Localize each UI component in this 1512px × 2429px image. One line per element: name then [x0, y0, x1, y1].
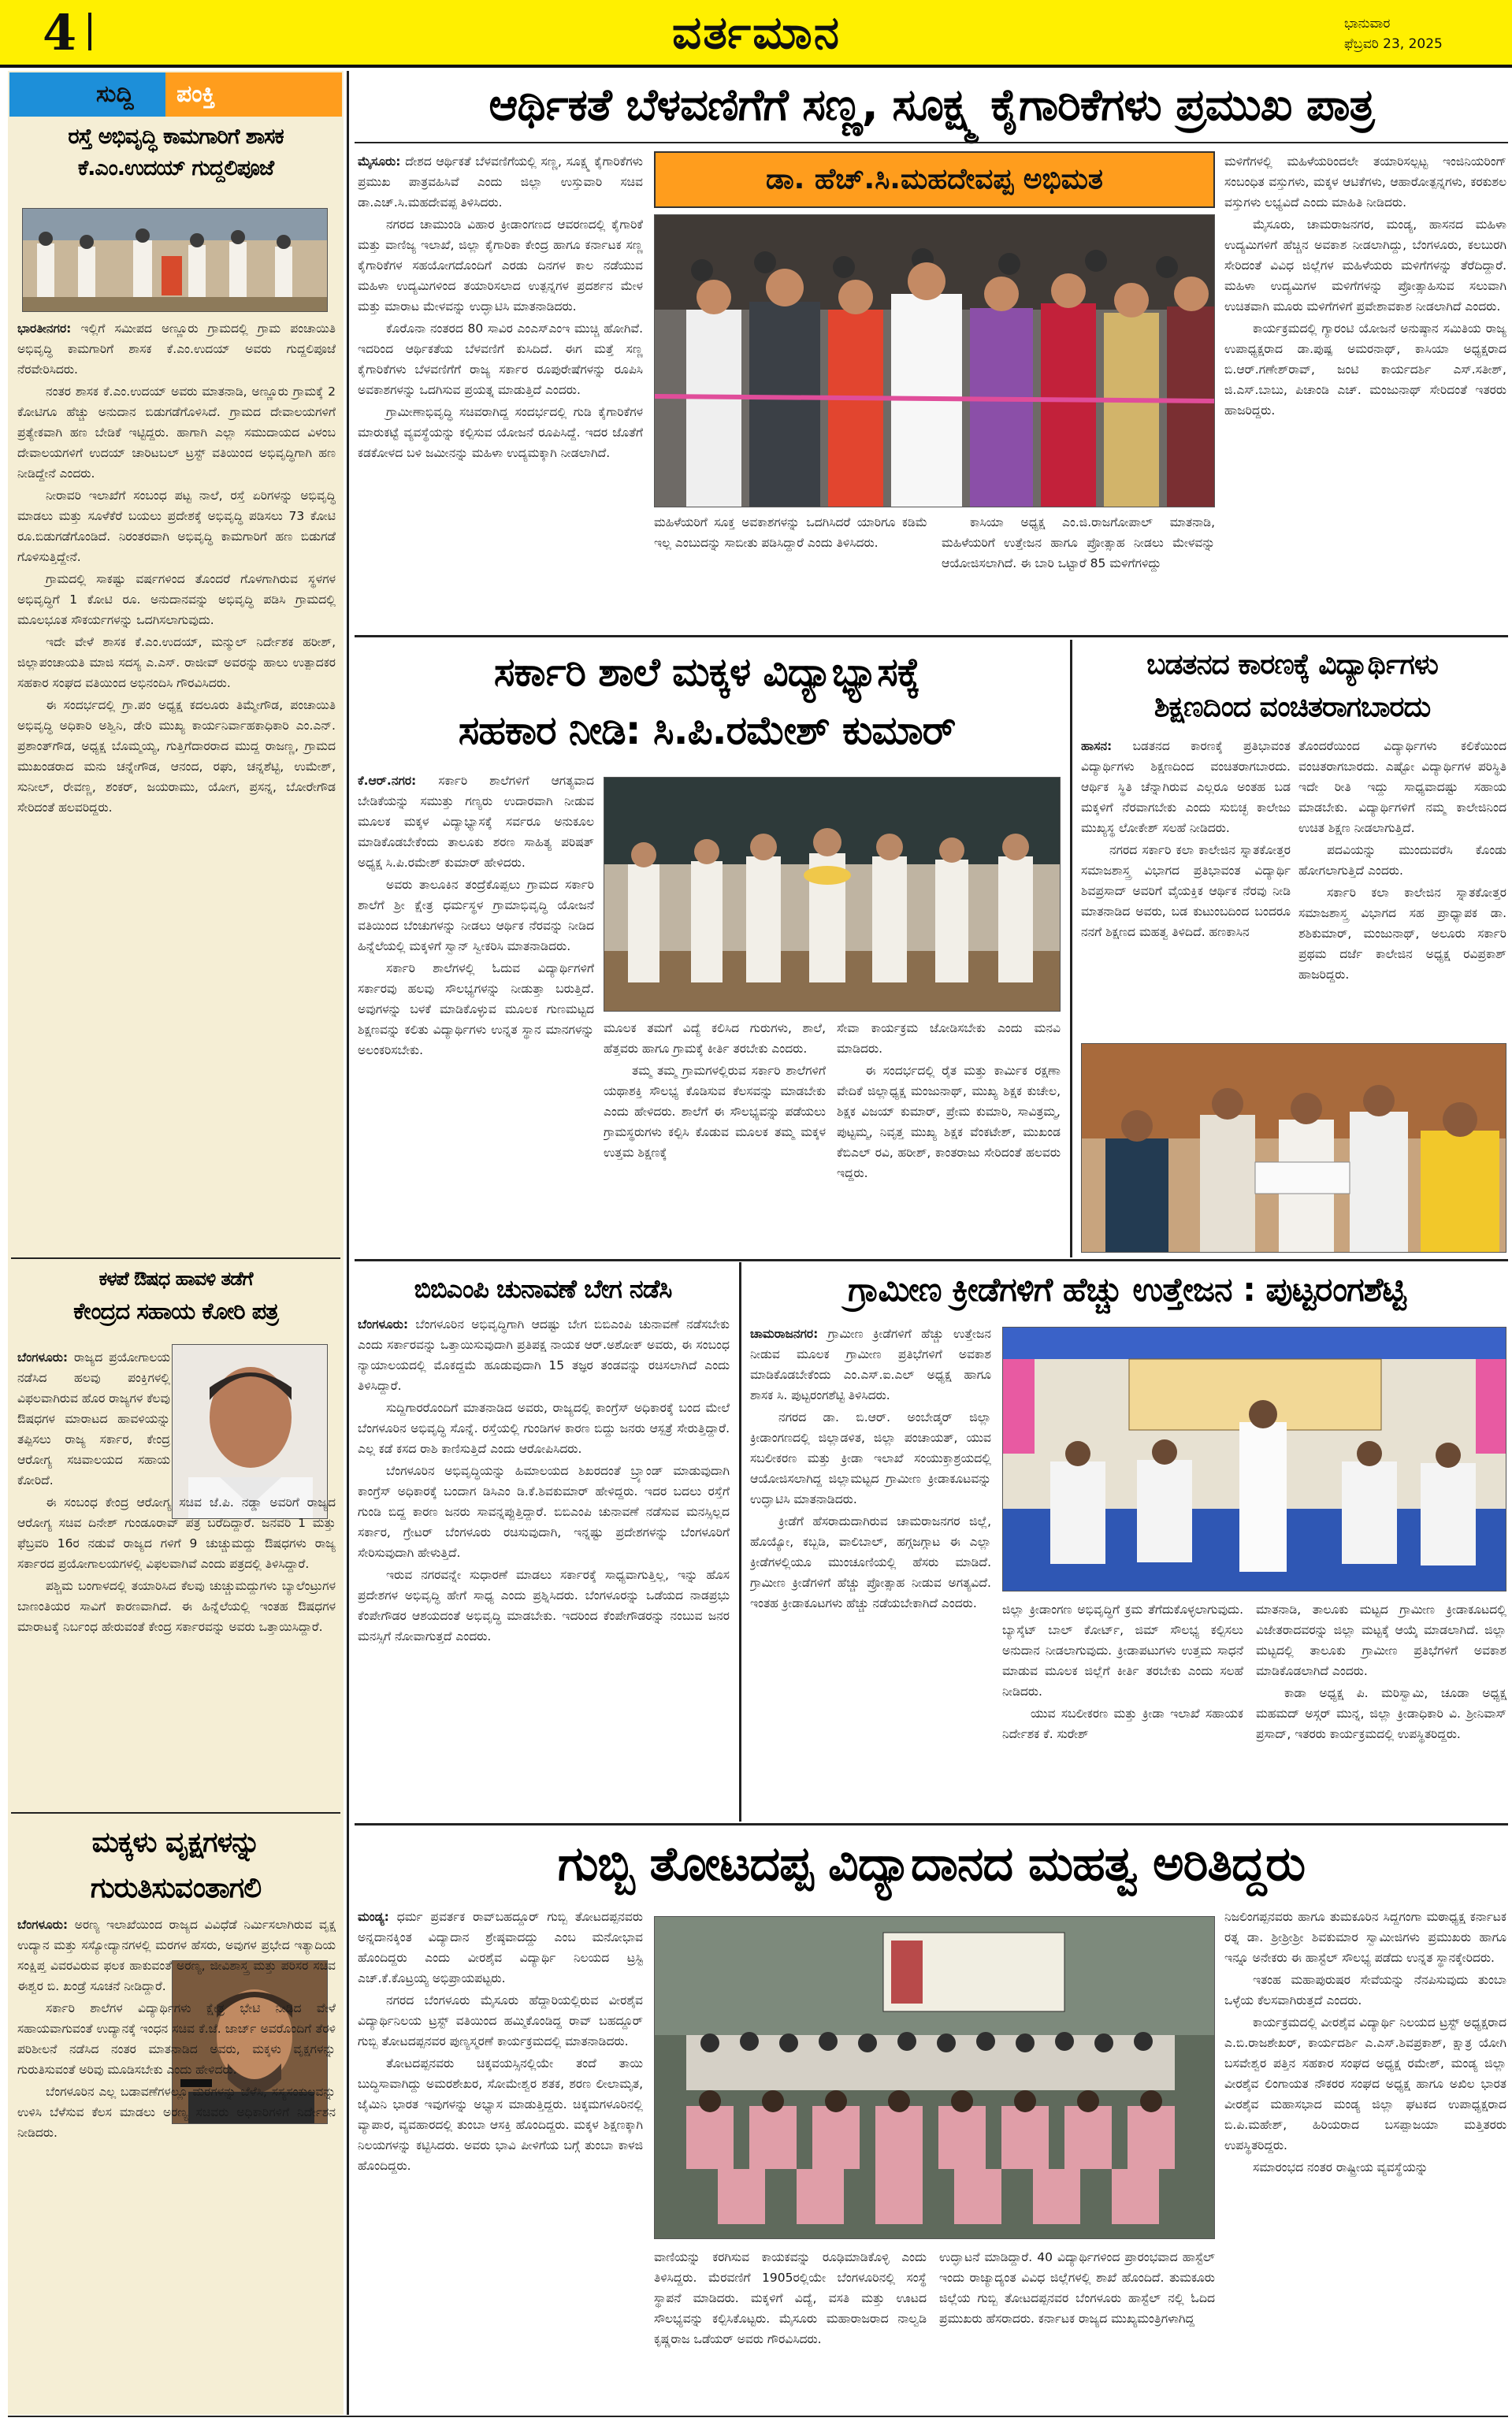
sports-col2	[1002, 1599, 1243, 1818]
paragraph: ದೇಶದ ಆರ್ಥಿಕತೆ ಬೆಳವಣಿಗೆಯಲ್ಲಿ ಸಣ್ಣ, ಸೂಕ್ಷ್ಮ ಕೈಗಾರಿಕೆಗಳು ಪ್ರಮುಖ ಪಾತ್ರವಹಿಸಿವೆ ಎಂದು ಜಿಲ್ಲಾ ಉಸ್ತುವಾರಿ ಸಚಿವ ಡಾ.ಎಚ್.ಸಿ.ಮಹದೇವಪ್ಪ ತಿಳಿಸಿದರು.	[358, 154, 643, 210]
divider	[355, 635, 1508, 637]
paragraph: ಸೇವಾ ಕಾರ್ಯಕ್ರಮ ಜೋಡಿಸಬೇಕು ಎಂದು ಮನವಿ ಮಾಡಿದರು.	[837, 1021, 1061, 1056]
paragraph: ಅವರು ತಾಲೂಕಿನ ತಂದ್ರೆಕೊಪ್ಪಲು ಗ್ರಾಮದ ಸರ್ಕಾರಿ ಶಾಲೆಗೆ ಶ್ರೀ ಕ್ಷೇತ್ರ ಧರ್ಮಸ್ಥಳ ಗ್ರಾಮಾಭಿವೃದ್ಧಿ ಯೋಜನೆ ವತಿಯಿಂದ ಬೆಂಚುಗಳನ್ನು ನೀಡಲು ಆರ್ಥಿಕ ನೆರವನ್ನು ನೀಡಿದ ಹಿನ್ನೆಲೆಯಲ್ಲಿ ಮಕ್ಕಳಿಗೆ ಸ್ವಾನ್ ಸ್ವೀಕರಿಸಿ ಮಾತನಾಡಿದರು.	[358, 878, 594, 953]
paragraph: ಅರಣ್ಯ ಇಲಾಖೆಯಿಂದ ರಾಜ್ಯದ ವಿವಿಧೆಡೆ ನಿರ್ಮಿಸಲಾಗಿರುವ ವೃಕ್ಷ ಉದ್ಯಾನ ಮತ್ತು ಸಸ್ಯೋದ್ಯಾನಗಳಲ್ಲಿ ಮರಗಳ ಹೆಸರು, ಅವುಗಳ ಪ್ರಭೇದ ಇತ್ಯಾದಿಯ ಸಂಕ್ಷಿಪ್ತ ವಿವರವಿರುವ ಫಲಕ ಹಾಕುವಂತೆ ಅರಣ್ಯ, ಜೀವಿಶಾಸ್ತ್ರ ಮತ್ತು ಪರಿಸರ ಸಚಿವ ಈಶ್ವರ ಬಿ. ಖಂಡ್ರೆ ಸೂಚನೆ ನೀಡಿದ್ದಾರೆ.	[17, 1918, 336, 1993]
paragraph: ನಂತರ ಶಾಸಕ ಕೆ.ಎಂ.ಉದಯ್ ಅವರು ಮಾತನಾಡಿ, ಅಣ್ಣೂರು ಗ್ರಾಮಕ್ಕೆ 2 ಕೋಟಿಗೂ ಹೆಚ್ಚು ಅನುದಾನ ಬಿಡುಗಡೆಗೊಳಿಸಿದೆ. ಗ್ರಾಮದ ದೇವಾಲಯಗಳಿಗೆ ಪ್ರತ್ಯೇಕವಾಗಿ ಹಣ ಬೇಡಿಕೆ ಇಟ್ಟಿದ್ದರು. ಹಾಗಾಗಿ ಎಲ್ಲಾ ಸಮುದಾಯದ ವಿಳಂಬ ದೇವಾಲಯಗಳಿಗೆ ಉದಯ್ ಚಾರಿಟಬಲ್ ಟ್ರಸ್ಟ್ ವತಿಯಿಂದ ಅಭಿವೃದ್ಧಿಗಾಗಿ ಹಣ ನೀಡಿದ್ದೇನೆ ಎಂದರು.	[17, 384, 336, 481]
page-number-tick	[88, 13, 91, 50]
paragraph: ಗ್ರಾಮದಲ್ಲಿ ಸಾಕಷ್ಟು ವರ್ಷಗಳಿಂದ ತೊಂದರೆ ಗೊಳಗಾಗಿರುವ ಸ್ಥಳಗಳ ಅಭಿವೃದ್ಧಿಗೆ 1 ಕೋಟಿ ರೂ. ಅನುದಾನವನ್ನು ಅಭಿವೃದ್ಧಿ ಪಡಿಸಿ ಗ್ರಾಮದಲ್ಲಿ ಮೂಲಭೂತ ಸೌಕರ್ಯಗಳನ್ನು ಒದಗಿಸಲಾಗುವುದು.	[17, 572, 336, 627]
paragraph: ಸರ್ಕಾರಿ ಶಾಲೆಗಳಿಗೆ ಆಗತ್ಯವಾದ ಬೇಡಿಕೆಯನ್ನು ಸಮುತ್ತು ಗಣ್ಯರು ಉದಾರವಾಗಿ ನೀಡುವ ಮೂಲಕ ಮಕ್ಕಳ ವಿದ್ಯಾಭ್ಯಾಸಕ್ಕೆ ಸರ್ವರೂ ಅನುಕೂಲ ಮಾಡಿಕೊಡಬೇಕೆಂದು ತಾಲೂಕು ಶರಣ ಸಾಹಿತ್ಯ ಪರಿಷತ್ ಅಧ್ಯಕ್ಷ ಸಿ.ಪಿ.ರಮೇಶ್ ಕುಮಾರ್ ಹೇಳಿದರು.	[358, 774, 594, 870]
poverty-col1	[1081, 736, 1291, 1035]
school-headline-line2: ಸಹಕಾರ ನೀಡಿ: ಸಿ.ಪಿ.ರಮೇಶ್ ಕುಮಾರ್	[458, 708, 956, 753]
sidebar-story2-headline: ಕೇಂದ್ರದ ಸಹಾಯ ಕೋರಿ ಪತ್ರ	[73, 1298, 278, 1324]
paragraph: ಈ ಸಂಬಂಧ ಕೇಂದ್ರ ಆರೋಗ್ಯ ಸಚಿವ ಜೆ.ಪಿ. ನಡ್ಡಾ ಅವರಿಗೆ ರಾಜ್ಯದ ಆರೋಗ್ಯ ಸಚಿವ ದಿನೇಶ್ ಗುಂಡೂರಾವ್ ಪತ್ರ ಬರೆದಿದ್ದಾರೆ. ಜನವರಿ 1 ಮತ್ತು ಫೆಬ್ರವರಿ 16ರ ನಡುವೆ ರಾಜ್ಯದ ಗಳಿಗೆ 9 ಚುಚ್ಚುಮದ್ದು ಔಷಧಗಳು ರಾಜ್ಯ ಸರ್ಕಾರದ ಪ್ರಯೋಗಾಲಯಗಳಲ್ಲಿ ವಿಫಲವಾಗಿವೆ ಎಂದು ಪತ್ರದಲ್ಲಿ ತಿಳಿಸಿದ್ದಾರೆ.	[17, 1495, 336, 1571]
paragraph: ಮಹಿಳೆಯರಿಗೆ ಸೂಕ್ತ ಅವಕಾಶಗಳನ್ನು ಒದಗಿಸಿದರೆ ಯಾರಿಗೂ ಕಡಿಮೆ ಇಲ್ಲ ಎಂಬುದನ್ನು ಸಾಬೀತು ಪಡಿಸಿದ್ದಾರೆ ಎಂದು ತಿಳಿಸಿದರು.	[654, 515, 927, 550]
sidebar-story3-body	[17, 1915, 336, 2411]
issue-day: ಭಾನುವಾರ	[1344, 16, 1391, 32]
paragraph: ಕಾರ್ಯಕ್ರಮದಲ್ಲಿ ವೀರಶೈವ ವಿದ್ಯಾರ್ಥಿ ನಿಲಯದ ಟ್ರಸ್ಟ್ ಅಧ್ಯಕ್ಷರಾದ ಎ.ಬಿ.ರಾಜಶೇಖರ್, ಕಾರ್ಯದರ್ಶಿ ಎ.ಎಸ್.ಶಿವಪ್ರಕಾಶ್, ಕ್ಷಾತ್ರ ಯೋಗಿ ಬಸವೇಶ್ವರ ಪತ್ತಿನ ಸಹಕಾರ ಸಂಘದ ಅಧ್ಯಕ್ಷ ರಮೇಶ್, ಮಂಡ್ಯ ಜಿಲ್ಲಾ ವೀರಶೈವ ಲಿಂಗಾಯತ ನೌಕರರ ಸಂಘದ ಅಧ್ಯಕ್ಷ ಹಾಗೂ ಅಖಿಲ ಭಾರತ ವೀರಶೈವ ಮಹಾಸಭಾದ ಮಂಡ್ಯ ಜಿಲ್ಲಾ ಘಟಕದ ಉಪಾಧ್ಯಕ್ಷರಾದ ಬಿ.ಪಿ.ಮಹೇಶ್, ಹಿರಿಯರಾದ ಬಸಪ್ಪಾಜಯಾ ಮತ್ತಿತರರು ಉಪಸ್ಥಿತರಿದ್ದರು.	[1224, 2015, 1506, 2152]
paragraph: ಜಿಲ್ಲಾ ಕ್ರೀಡಾಂಗಣ ಅಭಿವೃದ್ಧಿಗೆ ಕ್ರಮ ತೆಗೆದುಕೊಳ್ಳಲಾಗುವುದು. ಬ್ಯಾಸ್ಕೆಟ್ ಬಾಲ್ ಕೋರ್ಟ್, ಜಿಮ್ ಸೌಲಭ್ಯ ಕಲ್ಪಿಸಲು ಅನುದಾನ ನೀಡಲಾಗುವುದು. ಕ್ರೀಡಾಪಟುಗಳು ಉತ್ತಮ ಸಾಧನೆ ಮಾಡುವ ಮೂಲಕ ಜಿಲ್ಲೆಗೆ ಕೀರ್ತಿ ತರಬೇಕು ಎಂದು ಸಲಹೆ ನೀಡಿದರು.	[1002, 1603, 1243, 1699]
photo-cheque-handover	[1081, 1043, 1506, 1253]
divider	[355, 1823, 1508, 1825]
dateline: ಬೆಂಗಳೂರು:	[17, 1350, 69, 1365]
school-headline-line1: ಸರ್ಕಾರಿ ಶಾಲೆ ಮಕ್ಕಳ ವಿದ್ಯಾಭ್ಯಾಸಕ್ಕೆ	[493, 649, 920, 695]
masthead	[0, 0, 1512, 68]
dateline: ಕೆ.ಆರ್.ನಗರ:	[358, 774, 417, 788]
paragraph: ಇಲ್ಲಿಗೆ ಸಮೀಪದ ಅಣ್ಣೂರು ಗ್ರಾಮದಲ್ಲಿ ಗ್ರಾಮ ಪಂಚಾಯಿತಿ ಅಭಿವೃದ್ಧಿ ಕಾಮಗಾರಿಗೆ ಶಾಸಕ ಕೆ.ಎಂ.ಉದಯ್ ಅವರು ಗುದ್ದಲಿಪೂಜೆ ನೆರವೇರಿಸಿದರು.	[17, 321, 336, 377]
paragraph: ಮಳಿಗೆಗಳಲ್ಲಿ ಮಹಿಳೆಯರಿಂದಲೇ ತಯಾರಿಸಲ್ಪಟ್ಟ ಇಂಜಿನಿಯರಿಂಗ್ ಸಂಬಂಧಿತ ವಸ್ತುಗಳು, ಮಕ್ಕಳ ಆಟಿಕೆಗಳು, ಆಹಾರೋತ್ಪನ್ನಗಳು, ಕರಕುಶಲ ವಸ್ತುಗಳು ಲಭ್ಯವಿದೆ ಎಂದು ಮಾಹಿತಿ ನೀಡಿದರು.	[1224, 154, 1506, 210]
section-word-news: ಸುದ್ದಿ	[96, 80, 134, 108]
paragraph: ಸರ್ಕಾರಿ ಶಾಲೆಗಳಲ್ಲಿ ಓದುವ ವಿದ್ಯಾರ್ಥಿಗಳಿಗೆ ಸರ್ಕಾರವು ಹಲವು ಸೌಲಭ್ಯಗಳನ್ನು ನೀಡುತ್ತಾ ಬರುತ್ತಿದೆ. ಅವುಗಳನ್ನು ಬಳಕೆ ಮಾಡಿಕೊಳ್ಳುವ ಮೂಲಕ ಗುಣಮಟ್ಟದ ಶಿಕ್ಷಣವನ್ನು ಕಲಿತು ವಿದ್ಯಾರ್ಥಿಗಳು ಉನ್ನತ ಸ್ಥಾನ ಮಾನಗಳನ್ನು ಅಲಂಕರಿಸಬೇಕು.	[358, 961, 594, 1057]
sports-col3	[1256, 1599, 1506, 1818]
paragraph: ಉದ್ಘಾಟನೆ ಮಾಡಿದ್ದಾರೆ. 40 ವಿದ್ಯಾರ್ಥಿಗಳಿಂದ ಪ್ರಾರಂಭವಾದ ಹಾಸ್ಟೆಲ್ ಇಂದು ರಾಜ್ಯಾದ್ಯಂತ ವಿವಿಧ ಜಿಲ್ಲೆಗಳಲ್ಲಿ ಶಾಖೆ ಹೊಂದಿದೆ. ತುಮಕೂರು ಜಿಲ್ಲೆಯ ಗುಬ್ಬಿ ತೋಟದಪ್ಪನವರ ಬೆಂಗಳೂರು ಹಾಸ್ಟೆಲ್ ನಲ್ಲಿ ಓದಿದ ಪ್ರಮುಖರು ಹೆಸರಾದರು. ಕರ್ನಾಟಕ ರಾಜ್ಯದ ಮುಖ್ಯಮಂತ್ರಿಗಳಾಗಿದ್ದ	[939, 2250, 1215, 2326]
paragraph: ಗ್ರಾಮೀಣಾಭಿವೃದ್ಧಿ ಸಚಿವರಾಗಿದ್ದ ಸಂದರ್ಭದಲ್ಲಿ ಗುಡಿ ಕೈಗಾರಿಕೆಗಳ ಮಾರುಕಟ್ಟೆ ವ್ಯವಸ್ಥೆಯನ್ನು ಕಲ್ಪಿಸುವ ಯೋಜನೆ ರೂಪಿಸಿದ್ದೆ. ಇದರ ಜೊತೆಗೆ ಕಡಕೋಳದ ಬಳಿ ಜಮೀನನ್ನು ಮಹಿಳಾ ಉದ್ಯಮಕ್ಕಾಗಿ ನೀಡಲಾಗಿದೆ.	[358, 405, 643, 460]
school-col2	[604, 1018, 826, 1253]
paragraph: ಕಾಡಾ ಅಧ್ಯಕ್ಷ ಪಿ. ಮರಿಸ್ವಾಮಿ, ಚೂಡಾ ಅಧ್ಯಕ್ಷ ಮಹಮದ್ ಅಸ್ಗರ್ ಮುನ್ನ, ಜಿಲ್ಲಾ ಕ್ರೀಡಾಧಿಕಾರಿ ವಿ. ಶ್ರೀನಿವಾಸ್ ಪ್ರಸಾದ್, ಇತರರು ಕಾರ್ಯಕ್ರಮದಲ್ಲಿ ಉಪಸ್ಥಿತರಿದ್ದರು.	[1256, 1686, 1506, 1741]
sidebar-story3-headline: ಮಕ್ಕಳು ವೃಕ್ಷಗಳನ್ನು ಗುರುತಿಸುವಂತಾಗಲಿ	[90, 1826, 262, 1904]
paragraph: ಯುವ ಸಬಲೀಕರಣ ಮತ್ತು ಕ್ರೀಡಾ ಇಲಾಖೆ ಸಹಾಯಕ ನಿರ್ದೇಶಕ ಕೆ. ಸುರೇಶ್	[1002, 1707, 1243, 1741]
paragraph: ಪಶ್ಚಿಮ ಬಂಗಾಳದಲ್ಲಿ ತಯಾರಿಸಿದ ಕೆಲವು ಚುಚ್ಚುಮದ್ದುಗಳು ಬ್ಯಾಲೆಂಟ್ರುಗಳ ಬಾಣಂತಿಯರ ಸಾವಿಗೆ ಕಾರಣವಾಗಿದೆ. ಈ ಹಿನ್ನೆಲೆಯಲ್ಲಿ ಇಂತಹ ಔಷಧಗಳ ಮಾರಾಟಕ್ಕೆ ನಿರ್ಬಂಧ ಹೇರುವಂತೆ ಕೇಂದ್ರ ಸರ್ಕಾರವನ್ನು ಅವರು ಒತ್ತಾಯಿಸಿದ್ದಾರೆ.	[17, 1579, 336, 1634]
paragraph: ವಾಣಿಯನ್ನು ಕರಗಿಸುವ ಕಾಯಕವನ್ನು ರೂಢಿಮಾಡಿಕೊಳ್ಳಿ ಎಂದು ತಿಳಿಸಿದ್ದರು. ಮೆರವಣಿಗೆ 1905ರಲ್ಲಿಯೇ ಬೆಂಗಳೂರಿನಲ್ಲಿ ಸಂಸ್ಥೆ ಸ್ಥಾಪನೆ ಮಾಡಿದರು. ಮಕ್ಕಳಿಗೆ ವಿದ್ಯೆ, ವಸತಿ ಮತ್ತು ಊಟದ ಸೌಲಭ್ಯವನ್ನು ಕಲ್ಪಿಸಿಕೊಟ್ಟರು. ಮೈಸೂರು ಮಹಾರಾಜರಾದ ನಾಲ್ವಡಿ ಕೃಷ್ಣರಾಜ ಒಡೆಯರ್ ಅವರು ಗೌರವಿಸಿದರು.	[654, 2250, 927, 2346]
school-col1	[358, 771, 594, 1253]
poverty-headline-line1: ಬಡತನದ ಕಾರಣಕ್ಕೆ ವಿದ್ಯಾರ್ಥಿಗಳು	[1146, 648, 1438, 681]
gubbi-col4	[1224, 1907, 1506, 2411]
paragraph: ಬಡತನದ ಕಾರಣಕ್ಕೆ ಪ್ರತಿಭಾವಂತ ವಿದ್ಯಾರ್ಥಿಗಳು ಶಿಕ್ಷಣದಿಂದ ವಂಚಿತರಾಗಬಾರದು. ಆರ್ಥಿಕ ಸ್ಥಿತಿ ಚೆನ್ನಾಗಿರುವ ಎಲ್ಲರೂ ಅಂತಹ ಬಡ ಮಕ್ಕಳಿಗೆ ನೆರವಾಗಬೇಕು ಎಂದು ಸುಬಿಚ್ಛ ಕಾಲೇಜು ಮುಖ್ಯಸ್ಥ ಲೋಕೇಶ್ ಸಲಹೆ ನೀಡಿದರು.	[1081, 739, 1291, 835]
dateline: ಬೆಂಗಳೂರು:	[17, 1918, 69, 1932]
photo-bench-donation	[604, 777, 1061, 1012]
gubbi-col2	[654, 2247, 927, 2411]
paragraph: ಸುದ್ದಿಗಾರರೊಂದಿಗೆ ಮಾತನಾಡಿದ ಅವರು, ರಾಜ್ಯದಲ್ಲಿ ಕಾಂಗ್ರೆಸ್ ಅಧಿಕಾರಕ್ಕೆ ಬಂದ ಮೇಲೆ ಬೆಂಗಳೂರಿನ ಅಭಿವೃದ್ಧಿ ಸೊನ್ನೆ. ರಸ್ತೆಯಲ್ಲಿ ಗುಂಡಿಗಳ ಕಾರಣ ಬಿದ್ದು ಜನರು ಆಸ್ಪತ್ರೆ ಸೇರುತ್ತಿದ್ದಾರೆ. ಎಲ್ಲ ಕಡೆ ಕಸದ ರಾಶಿ ಕಾಣಿಸುತ್ತಿದೆ ಎಂದು ಆರೋಪಿಸಿದರು.	[358, 1401, 730, 1456]
sports-headline: ಗ್ರಾಮೀಣ ಕ್ರೀಡೆಗಳಿಗೆ ಹೆಚ್ಚು ಉತ್ತೇಜನ : ಪುಟ್ಟರಂಗಶೆಟ್ಟಿ	[848, 1270, 1406, 1309]
divider	[355, 142, 1508, 143]
column-rule	[347, 71, 349, 2415]
gubbi-col3	[939, 2247, 1215, 2411]
dateline: ಬೆಂಗಳೂರು:	[358, 1317, 409, 1331]
paragraph: ಕಾರ್ಯಕ್ರಮದಲ್ಲಿ ಗ್ಯಾರಂಟಿ ಯೋಜನೆ ಅನುಷ್ಠಾನ ಸಮಿತಿಯ ರಾಜ್ಯ ಉಪಾಧ್ಯಕ್ಷರಾದ ಡಾ.ಪುಷ್ಪ ಅಮರನಾಥ್, ಕಾಸಿಯಾ ಅಧ್ಯಕ್ಷರಾದ ಬಿ.ಆರ್.ಗಣೇಶ್‌ರಾವ್, ಜಂಟಿ ಕಾರ್ಯದರ್ಶಿ ಎಸ್.ಸತೀಶ್, ಜಿ.ಎಸ್.ಬಾಬು, ಪಿಚಾಂಡಿ ಎಚ್. ಮಂಜುನಾಥ್ ಸೇರಿದಂತೆ ಇತರರು ಹಾಜರಿದ್ದರು.	[1224, 321, 1506, 418]
paragraph: ಕಾಸಿಯಾ ಅಧ್ಯಕ್ಷ ಎಂ.ಜಿ.ರಾಜಗೋಪಾಲ್ ಮಾತನಾಡಿ, ಮಹಿಳೆಯರಿಗೆ ಉತ್ತೇಜನ ಹಾಗೂ ಪ್ರೋತ್ಸಾಹ ನೀಡಲು ಮೇಳವನ್ನು ಆಯೋಜಿಸಲಾಗಿದೆ. ಈ ಬಾರಿ ಒಟ್ಟಾರೆ 85 ಮಳಿಗೆಗಳಿದ್ದು	[942, 515, 1215, 570]
paragraph: ಈ ಸಂದರ್ಭದಲ್ಲಿ ಗ್ರಾ.ಪಂ ಅಧ್ಯಕ್ಷ ಕದಲೂರು ತಿಮ್ಮೇಗೌಡ, ಪಂಚಾಯಿತಿ ಅಭಿವೃದ್ಧಿ ಅಧಿಕಾರಿ ಅಶ್ವಿನಿ, ಡೇರಿ ಮುಖ್ಯ ಕಾರ್ಯನಿರ್ವಾಹಕಾಧಿಕಾರಿ ಎಂ.ಎನ್. ಪ್ರಶಾಂತ್‌ಗೌಡ, ಅಧ್ಯಕ್ಷ ಬೊಮ್ಮಯ್ಯ, ಗುತ್ತಿಗೆದಾರರಾದ ಮುದ್ದ ರಾಜಣ್ಣ, ಗ್ರಾಮದ ಮುಖಂಡರಾದ ಮನು ಚನ್ನೇಗೌಡ, ಆನಂದ, ರಘು, ಚನ್ನಶೆಟ್ಟಿ, ಉಮೇಶ್, ಸುನೀಲ್, ರೇವಣ್ಣ, ಶಂಕರ್, ಜಯರಾಮು, ಯೋಗ, ಪ್ರಸನ್ನ, ಬೋರೇಗೌಡ ಸೇರಿದಂತೆ ಹಲವರಿದ್ದರು.	[17, 698, 336, 815]
dateline: ಚಾಮರಾಜನಗರ:	[750, 1327, 819, 1341]
photo-hostel-students	[654, 1916, 1215, 2239]
section-word-line: ಪಂಕ್ತಿ	[176, 80, 216, 108]
paragraph: ಮಾತನಾಡಿ, ತಾಲೂಕು ಮಟ್ಟದ ಗ್ರಾಮೀಣ ಕ್ರೀಡಾಕೂಟದಲ್ಲಿ ವಿಜೇತರಾದವರನ್ನು ಜಿಲ್ಲಾ ಮಟ್ಟಕ್ಕೆ ಆಯ್ಕೆ ಮಾಡಲಾಗಿದೆ. ಜಿಲ್ಲಾ ಮಟ್ಟದಲ್ಲಿ ತಾಲೂಕು ಗ್ರಾಮೀಣ ಪ್ರತಿಭೆಗಳಿಗೆ ಅವಕಾಶ ಮಾಡಿಕೊಡಲಾಗಿದೆ ಎಂದರು.	[1256, 1603, 1506, 1678]
dateline: ಭಾರತೀನಗರ:	[17, 321, 72, 336]
paragraph: ಇರುವ ನಗರವನ್ನೇ ಸುಧಾರಣೆ ಮಾಡಲು ಸರ್ಕಾರಕ್ಕೆ ಸಾಧ್ಯವಾಗುತ್ತಿಲ್ಲ, ಇನ್ನು ಹೊಸ ಪ್ರದೇಶಗಳ ಅಭಿವೃದ್ಧಿ ಹೇಗೆ ಸಾಧ್ಯ ಎಂದು ಪ್ರಶ್ನಿಸಿದರು. ಬೆಂಗಳೂರನ್ನು ಒಡೆಯದ ನಾಡಪ್ರಭು ಕೆಂಪೇಗೌಡರ ಆಶಯದಂತೆ ಅಭಿವೃದ್ಧಿ ಮಾಡಬೇಕು. ಇದರಿಂದ ಕೆಂಪೇಗೌಡರನ್ನು ನಂಬುವ ಜನರ ಮನಸ್ಸಿಗೆ ನೋವಾಗುತ್ತದೆ ಎಂದರು.	[358, 1568, 730, 1643]
divider	[11, 1812, 340, 1814]
photo-sports-inauguration	[1002, 1327, 1506, 1591]
paragraph: ಈ ಸಂದರ್ಭದಲ್ಲಿ ರೈತ ಮತ್ತು ಕಾರ್ಮಿಕ ರಕ್ಷಣಾ ವೇದಿಕೆ ಜಿಲ್ಲಾಧ್ಯಕ್ಷ ಮಂಜುನಾಥ್, ಮುಖ್ಯ ಶಿಕ್ಷಕ ಕುಚೇಲ, ಶಿಕ್ಷಕ ವಿಜಯ್ ಕುಮಾರ್, ಪ್ರೇಮ ಕುಮಾರಿ, ಸಾವಿತ್ರಮ್ಮ, ಪುಟ್ಟಮ್ಮ, ನಿವೃತ್ತ ಮುಖ್ಯ ಶಿಕ್ಷಕ ವೆಂಕಟೇಶ್, ಮುಖಂಡ ಕೆಬಿಎಲ್ ರವಿ, ಹರೀಶ್, ಕಾಂತರಾಜು ಸೇರಿದಂತೆ ಹಲವರು ಇದ್ದರು.	[837, 1064, 1061, 1180]
gubbi-col1	[358, 1907, 643, 2411]
paragraph: ಕೊರೊನಾ ನಂತರದ 80 ಸಾವಿರ ಎಂಎಸ್‌ಎಂಇ ಮುಚ್ಚಿ ಹೋಗಿವೆ. ಇದರಿಂದ ಆರ್ಥಿಕತೆಯ ಬೆಳವಣಿಗೆ ಕುಸಿದಿದೆ. ಈಗ ಮತ್ತೆ ಸಣ್ಣ ಕೈಗಾರಿಕೆಗಳು ಬೆಳವಣಿಗೆಗೆ ರಾಜ್ಯ ಸರ್ಕಾರ ರೂಪುರೇಷೆಗಳನ್ನು ರೂಪಿಸಿ ಅವಕಾಶಗಳನ್ನು ಒದಗಿಸುವ ಪ್ರಯತ್ನ ಮಾಡುತ್ತಿದೆ ಎಂದರು.	[358, 321, 643, 397]
paragraph: ನಿಜಲಿಂಗಪ್ಪನವರು ಹಾಗೂ ತುಮಕೂರಿನ ಸಿದ್ದಗಂಗಾ ಮಠಾಧ್ಯಕ್ಷ ಕರ್ನಾಟಕ ರತ್ನ ಡಾ. ಶ್ರೀಶ್ರೀಶ್ರೀ ಶಿವಕುಮಾರ ಸ್ವಾಮೀಜಿಗಳು ಪ್ರಮುಖರು ಹಾಗೂ ಇನ್ನೂ ಅನೇಕರು ಈ ಹಾಸ್ಟೆಲ್ ಸೌಲಭ್ಯ ಪಡೆದು ಉನ್ನತ ಸ್ಥಾನಕ್ಕೇರಿದರು.	[1224, 1910, 1506, 1965]
photo-ribbon-cutting	[654, 214, 1215, 507]
paragraph: ತಮ್ಮ ತಮ್ಮ ಗ್ರಾಮಗಳಲ್ಲಿರುವ ಸರ್ಕಾರಿ ಶಾಲೆಗಳಿಗೆ ಯಥಾಶಕ್ತಿ ಸೌಲಭ್ಯ ಕೊಡಿಸುವ ಕೆಲಸವನ್ನು ಮಾಡಬೇಕು ಎಂದು ಹೇಳಿದರು. ಶಾಲೆಗೆ ಈ ಸೌಲಭ್ಯವನ್ನು ಪಡೆಯಲು ಗ್ರಾಮಸ್ಥರುಗಳು ಕಲ್ಪಿಸಿ ಕೊಡುವ ಮೂಲಕ ತಮ್ಮ ಮಕ್ಕಳ ಉತ್ತಮ ಶಿಕ್ಷಣಕ್ಕೆ	[604, 1064, 826, 1160]
paragraph: ಧರ್ಮ ಪ್ರವರ್ತಕ ರಾವ್‌ಬಹದ್ದೂರ್ ಗುಬ್ಬಿ ತೋಟದಪ್ಪನವರು ಅನ್ನದಾನಕ್ಕಿಂತ ವಿದ್ಯಾದಾನ ಶ್ರೇಷ್ಠವಾದದ್ದು ಎಂಬ ಮನೋಭಾವ ಹೊಂದಿದ್ದರು ಎಂದು ವೀರಶೈವ ವಿದ್ಯಾರ್ಥಿ ನಿಲಯದ ಟ್ರಸ್ಟಿ ಎಚ್.ಕೆ.ಕೊಟ್ರಯ್ಯ ಅಭಿಪ್ರಾಯಪಟ್ಟರು.	[358, 1910, 643, 1985]
dateline: ಹಾಸನ:	[1081, 739, 1113, 753]
paragraph: ನೀರಾವರಿ ಇಲಾಖೆಗೆ ಸಂಬಂಧ ಪಟ್ಟ ನಾಲೆ, ರಸ್ತೆ ಏರಿಗಳನ್ನು ಅಭಿವೃದ್ಧಿ ಮಾಡಲು ಮತ್ತು ಸೂಳೆಕೆರೆ ಬಯಲು ಪ್ರದೇಶಕ್ಕೆ ಅಭಿವೃದ್ಧಿ ಪಡಿಸಲು 73 ಕೋಟಿ ರೂ.ಬಿಡುಗಡೆಗೊಂಡಿದೆ. ನಿರಂತರವಾಗಿ ಅಭಿವೃದ್ಧಿ ಕಾಮಗಾರಿಗೆ ಹಣ ಬಿಡುಗಡೆ ಗೊಳಿಸುತ್ತಿದ್ದೇನೆ.	[17, 488, 336, 564]
paragraph: ಬೆಂಗಳೂರಿನ ಅಭಿವೃದ್ಧಿಗಾಗಿ ಆದಷ್ಟು ಬೇಗ ಬಿಬಿಎಂಪಿ ಚುನಾವಣೆ ನಡೆಸಬೇಕು ಎಂದು ಸರ್ಕಾರವನ್ನು ಒತ್ತಾಯಿಸುವುದಾಗಿ ಪ್ರತಿಪಕ್ಷ ನಾಯಕ ಆರ್.ಅಶೋಕ್ ಅವರು, ಈ ಸಂಬಂಧ ನ್ಯಾಯಾಲಯದಲ್ಲಿ ಮೊಕದ್ದಮೆ ಹೂಡುವುದಾಗಿ 15 ತಜ್ಞರ ತಂಡವನ್ನು ರಚಿಸಲಾಗಿದೆ ಎಂದು ತಿಳಿಸಿದ್ದಾರೆ.	[358, 1317, 730, 1393]
paragraph: ತೊಂದರೆಯಿಂದ ವಿದ್ಯಾರ್ಥಿಗಳು ಕಲಿಕೆಯಿಂದ ವಂಚಿತರಾಗಬಾರದು. ಎಷ್ಟೋ ವಿದ್ಯಾರ್ಥಿಗಳ ಪರಿಸ್ಥಿತಿ ಇದೇ ರೀತಿ ಇದ್ದು ಸಾಧ್ಯವಾದಷ್ಟು ಸಹಾಯ ಮಾಡಬೇಕು. ವಿದ್ಯಾರ್ಥಿಗಳಿಗೆ ನಮ್ಮ ಕಾಲೇಜಿನಿಂದ ಉಚಿತ ಶಿಕ್ಷಣ ನೀಡಲಾಗುತ್ತಿದೆ.	[1298, 739, 1506, 835]
poverty-col2	[1298, 736, 1506, 1035]
paragraph: ಪದವಿಯನ್ನು ಮುಂದುವರೆಸಿ ಕೊಂಡು ಹೋಗಲಾಗುತ್ತಿದೆ ಎಂದರು.	[1298, 843, 1506, 878]
lead-subhead: ಡಾ. ಹೆಚ್.ಸಿ.ಮಹದೇವಪ್ಪ ಅಭಿಮತ	[654, 151, 1215, 208]
poverty-headline-line2: ಶಿಕ್ಷಣದಿಂದ ವಂಚಿತರಾಗಬಾರದು	[1154, 691, 1431, 723]
divider	[8, 2416, 1508, 2417]
page-number: 4	[43, 4, 77, 61]
paragraph: ಕ್ರೀಡೆಗೆ ಹೆಸರಾದುದಾಗಿರುವ ಚಾಮರಾಜನಗರ ಜಿಲ್ಲೆ, ಹೊಯ್ಯೋ, ಕಬ್ಬಡಿ, ವಾಲಿಬಾಲ್, ಹಗ್ಗಜಗ್ಗಾಟ ಈ ಎಲ್ಲಾ ಕ್ರೀಡೆಗಳಲ್ಲಿಯೂ ಮುಂಚೂಣಿಯಲ್ಲಿ ಹೆಸರು ಮಾಡಿದೆ. ಗ್ರಾಮೀಣ ಕ್ರೀಡೆಗಳಿಗೆ ಹೆಚ್ಚು ಪ್ರೋತ್ಸಾಹ ನೀಡುವ ಅಗತ್ಯವಿದೆ. ಇಂತಹ ಕ್ರೀಡಾಕೂಟಗಳು ಹೆಚ್ಚು ನಡೆಯಬೇಕಾಗಿದೆ ಎಂದರು.	[750, 1514, 991, 1610]
lead-headline: ಆರ್ಥಿಕತೆ ಬೆಳವಣಿಗೆಗೆ ಸಣ್ಣ, ಸೂಕ್ಷ್ಮ ಕೈಗಾರಿಕೆಗಳು ಪ್ರಮುಖ ಪಾತ್ರ	[489, 80, 1374, 131]
column-rule	[739, 1262, 741, 1822]
bbmp-headline: ಬಿಬಿಎಂಪಿ ಚುನಾವಣೆ ಬೇಗ ನಡೆಸಿ	[414, 1274, 672, 1304]
paragraph: ಇತಂಹ ಮಹಾಪುರುಷರ ಸೇವೆಯನ್ನು ನೆನಪಿಸುವುದು ತುಂಬಾ ಒಳ್ಳೆಯ ಕೆಲಸವಾಗಿರುತ್ತದೆ ಎಂದರು.	[1224, 1973, 1506, 2007]
paragraph: ನಗರದ ಸರ್ಕಾರಿ ಕಲಾ ಕಾಲೇಜಿನ ಸ್ನಾತಕೋತ್ತರ ಸಮಾಜಶಾಸ್ತ್ರ ವಿಭಾಗದ ಪ್ರತಿಭಾವಂತ ವಿದ್ಯಾರ್ಥಿ ಶಿವಪ್ರಸಾದ್ ಅವರಿಗೆ ವೈಯಕ್ತಿಕ ಆರ್ಥಿಕ ನೆರವು ನೀಡಿ ಮಾತನಾಡಿದ ಅವರು, ಬಡ ಕುಟುಂಬದಿಂದ ಬಂದರೂ ನನಗೆ ಶಿಕ್ಷಣದ ಮಹತ್ವ ತಿಳಿದಿದೆ. ಹಣಕಾಸಿನ	[1081, 843, 1291, 939]
paragraph: ನಗರದ ಚಾಮುಂಡಿ ವಿಹಾರ ಕ್ರೀಡಾಂಗಣದ ಆವರಣದಲ್ಲಿ ಕೈಗಾರಿಕೆ ಮತ್ತು ವಾಣಿಜ್ಯ ಇಲಾಖೆ, ಜಿಲ್ಲಾ ಕೈಗಾರಿಕಾ ಕೇಂದ್ರ ಹಾಗೂ ಕರ್ನಾಟಕ ಸಣ್ಣ ಕೈಗಾರಿಕೆಗಳ ಸಹಯೋಗದೊಂದಿಗೆ ಎರಡು ದಿನಗಳ ಕಾಲ ನಡೆಯುವ ಮಹಿಳಾ ಉದ್ಯಮಿಗಳಿಂದ ತಯಾರಿಸಲಾದ ಉತ್ಪನ್ನಗಳ ಪ್ರದರ್ಶನ ಮೇಳ ಮತ್ತು ಮಾರಾಟ ಮೇಳವನ್ನು ಉದ್ಘಾಟಿಸಿ ಮಾತನಾಡಿದರು.	[358, 217, 643, 314]
lead-col3	[1224, 151, 1506, 630]
gubbi-headline: ಗುಬ್ಬಿ ತೋಟದಪ್ಪ ವಿದ್ಯಾದಾನದ ಮಹತ್ವ ಅರಿತಿದ್ದರು	[557, 1837, 1306, 1892]
dateline: ಮಂಡ್ಯ:	[358, 1910, 389, 1924]
newspaper-title: ವರ್ತಮಾನ	[672, 6, 841, 59]
divider	[355, 1259, 1508, 1261]
paragraph: ಬೆಂಗಳೂರಿನ ಎಲ್ಲ ಬಡಾವಣೆಗಳಲ್ಲೂ ಮರಗಳನ್ನು ಬೆಳೆಸಿ, ಸಸ್ಯಸಂಕುಲವನ್ನು ಉಳಿಸಿ ಬೆಳೆಸುವ ಕೆಲಸ ಮಾಡಲು ಅರಣ್ಯ ಸಚಿವರು ಅಧಿಕಾರಿಗಳಿಗೆ ನಿರ್ದೇಶನ ನೀಡಿದರು.	[17, 2085, 336, 2140]
issue-date: ಫೆಬ್ರವರಿ 23, 2025	[1344, 36, 1443, 52]
paragraph: ಮೈಸೂರು, ಚಾಮರಾಜನಗರ, ಮಂಡ್ಯ, ಹಾಸನದ ಮಹಿಳಾ ಉದ್ಯಮಿಗಳಿಗೆ ಹೆಚ್ಚಿನ ಅವಕಾಶ ನೀಡಲಾಗಿದ್ದು, ಬೆಂಗಳೂರು, ಕಲಬುರಗಿ ಸೇರಿದಂತೆ ವಿವಿಧ ಜಿಲ್ಲೆಗಳ ಮಹಿಳೆಯರು ಮಳಿಗೆಗಳನ್ನು ತೆರೆದಿದ್ದಾರೆ. ಮಹಿಳಾ ಉದ್ಯಮಿಗಳ ಮಳಿಗೆಗಳನ್ನು ಪ್ರೋತ್ಸಾಹಿಸುವ ಸಲುವಾಗಿ ಉಚಿತವಾಗಿ ಮೂರು ಮಳಿಗೆಗಳಿಗೆ ಪ್ರವೇಶಾವಕಾಶ ನೀಡಲಾಗಿದೆ ಎಂದರು.	[1224, 217, 1506, 314]
paragraph: ಸಮಾರಂಭದ ನಂತರ ರಾಷ್ಟ್ರೀಯ ವ್ಯವಸ್ಥೆಯನ್ನು	[1253, 2160, 1428, 2175]
paragraph: ಸರ್ಕಾರಿ ಕಲಾ ಕಾಲೇಜಿನ ಸ್ನಾತಕೋತ್ತರ ಸಮಾಜಶಾಸ್ತ್ರ ವಿಭಾಗದ ಸಹ ಪ್ರಾಧ್ಯಾಪಕ ಡಾ. ಶಶಿಕುಮಾರ್, ಮಂಜುನಾಥ್, ಅಲೂರು ಸರ್ಕಾರಿ ಪ್ರಥಮ ದರ್ಜೆ ಕಾಲೇಜಿನ ಅಧ್ಯಕ್ಷ ರವಿಪ್ರಕಾಶ್ ಹಾಜರಿದ್ದರು.	[1298, 886, 1506, 982]
paragraph: ತೋಟದಪ್ಪನವರು ಚಿಕ್ಕವಯಸ್ಸಿನಲ್ಲಿಯೇ ತಂದೆ ತಾಯಿ ಬುದ್ಧಿಸಾವಾಗಿದ್ದು ಅಮರಶೇಖರ, ಸೋಮೇಶ್ವರ ಶತಕ, ಶರಣ ಲೀಲಾಮೃತ, ಜೈಮಿನಿ ಭಾರತ ಇವುಗಳನ್ನು ಅಭ್ಯಾಸ ಮಾಡುತ್ತಿದ್ದರು. ಚಿಕ್ಕಮಗಳೂರಿನಲ್ಲಿ ವ್ಯಾಪಾರ, ವ್ಯವಹಾರದಲ್ಲಿ ತುಂಬಾ ಆಸಕ್ತಿ ಹೊಂದಿದ್ದರು. ಮಕ್ಕಳ ಶಿಕ್ಷಣಕ್ಕಾಗಿ ನಿಲಯಗಳನ್ನು ಕಟ್ಟಿಸಿದರು. ಅವರು ಭಾವಿ ಪೀಳಿಗೆಯ ಬಗ್ಗೆ ತುಂಬಾ ಕಾಳಜಿ ಹೊಂದಿದ್ದರು.	[358, 2056, 643, 2173]
paragraph: ಮೂಲಕ ತಮಗೆ ವಿದ್ಯೆ ಕಲಿಸಿದ ಗುರುಗಳು, ಶಾಲೆ, ಹೆತ್ತವರು ಹಾಗೂ ಗ್ರಾಮಕ್ಕೆ ಕೀರ್ತಿ ತರಬೇಕು ಎಂದರು.	[604, 1021, 826, 1056]
paragraph: ಸರ್ಕಾರಿ ಶಾಲೆಗಳ ವಿದ್ಯಾರ್ಥಿಗಳು ಕ್ಷೇತ್ರ ಭೇಟಿ ನೀಡಿದ ವೇಳೆ ಸಹಾಯವಾಗುವಂತೆ ಉದ್ಯಾನಕ್ಕೆ ಇಂಧನ ಸಚಿವ ಕೆ.ಜೆ. ಜಾರ್ಜ್ ಅವರೊಂದಿಗೆ ತೆರಳಿ ಪರಿಶೀಲನೆ ನಡೆಸಿದ ನಂತರ ಮಾತನಾಡಿದ ಅವರು, ಮಕ್ಕಳು ವೃಕ್ಷಗಳನ್ನು ಗುರುತಿಸುವಂತೆ ಅರಿವು ಮೂಡಿಸಬೇಕು ಎಂದು ಹೇಳಿದರು.	[17, 2001, 336, 2077]
school-col3	[837, 1018, 1061, 1253]
dateline: ಮೈಸೂರು:	[358, 154, 401, 169]
column-rule	[1070, 640, 1072, 1257]
bbmp-body	[358, 1314, 730, 1818]
sidebar-story1-body	[17, 318, 336, 1250]
paragraph: ಬೆಂಗಳೂರಿನ ಅಭಿವೃದ್ಧಿಯನ್ನು ಹಿಮಾಲಯದ ಶಿಖರದಂತೆ ಬ್ರ್ಯಾಂಡ್ ಮಾಡುವುದಾಗಿ ಕಾಂಗ್ರೆಸ್ ಅಧಿಕಾರಕ್ಕೆ ಬಂದಾಗ ಡಿಸಿಎಂ ಡಿ.ಕೆ.ಶಿವಕುಮಾರ್ ಹೇಳಿದ್ದರು. ಇದರ ಬದಲು ರಸ್ತೆಗೆ ಗುಂಡಿ ಬಿದ್ದ ಕಾರಣ ಜನರು ಸಾವನ್ನಪ್ಪುತ್ತಿದ್ದಾರೆ. ಬಿಬಿಎಂಪಿ ಚುನಾವಣೆ ನಡೆಸುವ ಮನಸ್ಸಿಲ್ಲದ ಸರ್ಕಾರ, ಗ್ರೇಟರ್ ಬೆಂಗಳೂರು ರಚಿಸುವುದಾಗಿ, ಇನ್ನಷ್ಟು ಪ್ರದೇಶಗಳನ್ನು ಬೆಂಗಳೂರಿಗೆ ಸೇರಿಸುವುದಾಗಿ ಹೇಳುತ್ತಿದೆ.	[358, 1464, 730, 1560]
paragraph: ನಗರದ ಬೆಂಗಳೂರು ಮೈಸೂರು ಹೆದ್ದಾರಿಯಲ್ಲಿರುವ ವೀರಶೈವ ವಿದ್ಯಾರ್ಥಿನಿಲಯ ಟ್ರಸ್ಟ್ ವತಿಯಿಂದ ಹಮ್ಮಿಕೊಂಡಿದ್ದ ರಾವ್ ಬಹದ್ದೂರ್ ಗುಬ್ಬಿ ತೋಟದಪ್ಪನವರ ಪುಣ್ಯಸ್ಮರಣೆ ಕಾರ್ಯಕ್ರಮದಲ್ಲಿ ಮಾತನಾಡಿದರು.	[358, 1993, 643, 2048]
lead-col2	[654, 512, 1215, 630]
section-banner	[9, 72, 342, 117]
paragraph: ರಾಜ್ಯದ ಪ್ರಯೋಗಾಲಯ ನಡೆಸಿದ ಹಲವು ಪಂಕ್ತಿಗಳಲ್ಲಿ ವಿಫಲವಾಗಿರುವ ಹೊರ ರಾಜ್ಯಗಳ ಕೆಲವು ಔಷಧಗಳ ಮಾರಾಟದ ಹಾವಳಿಯನ್ನು ತಪ್ಪಿಸಲು ರಾಜ್ಯ ಸರ್ಕಾರ, ಕೇಂದ್ರ ಆರೋಗ್ಯ ಸಚಿವಾಲಯದ ಸಹಾಯ ಕೋರಿದೆ.	[17, 1350, 170, 1487]
paragraph: ಗ್ರಾಮೀಣ ಕ್ರೀಡೆಗಳಿಗೆ ಹೆಚ್ಚು ಉತ್ತೇಜನ ನೀಡುವ ಮೂಲಕ ಗ್ರಾಮೀಣ ಪ್ರತಿಭೆಗಳಿಗೆ ಅವಕಾಶ ಮಾಡಿಕೊಡಬೇಕೆಂದು ಎಂ.ಎಸ್.ಐ.ಎಲ್ ಅಧ್ಯಕ್ಷ ಹಾಗೂ ಶಾಸಕ ಸಿ. ಪುಟ್ಟರಂಗಶೆಟ್ಟಿ ತಿಳಿಸಿದರು.	[750, 1327, 991, 1402]
sidebar-story1-headline: ರಸ್ತೆ ಅಭಿವೃದ್ಧಿ ಕಾಮಗಾರಿಗೆ ಶಾಸಕ ಕೆ.ಎಂ.ಉದಯ್ ಗುದ್ದಲಿಪೂಜೆ	[68, 124, 284, 180]
divider	[11, 1257, 340, 1259]
paragraph: ಇದೇ ವೇಳೆ ಶಾಸಕ ಕೆ.ಎಂ.ಉದಯ್, ಮನ್ಮುಲ್ ನಿರ್ದೇಶಕ ಹರೀಶ್, ಜಿಲ್ಲಾಪಂಚಾಯತಿ ಮಾಜಿ ಸದಸ್ಯ ಎ.ಎಸ್. ರಾಜೀವ್ ಅವರನ್ನು ಹಾಲು ಉತ್ಪಾದಕರ ಸಹಕಾರ ಸಂಘದ ವತಿಯಿಂದ ಅಭಿನಂದಿಸಿ ಗೌರವಿಸಿದರು.	[17, 635, 336, 690]
paragraph: ನಗರದ ಡಾ. ಬಿ.ಆರ್. ಅಂಬೇಡ್ಕರ್ ಜಿಲ್ಲಾ ಕ್ರೀಡಾಂಗಣದಲ್ಲಿ ಜಿಲ್ಲಾಡಳಿತ, ಜಿಲ್ಲಾ ಪಂಚಾಯತ್, ಯುವ ಸಬಲೀಕರಣ ಮತ್ತು ಕ್ರೀಡಾ ಇಲಾಖೆ ಸಂಯುಕ್ತಾಶ್ರಯದಲ್ಲಿ ಆಯೋಜಿಸಲಾಗಿದ್ದ ಜಿಲ್ಲಾಮಟ್ಟದ ಗ್ರಾಮೀಣ ಕ್ರೀಡಾಕೂಟವನ್ನು ಉದ್ಘಾಟಿಸಿ ಮಾತನಾಡಿದರು.	[750, 1410, 991, 1506]
sidebar-story2-kicker: ಕಳಪೆ ಔಷಧ ಹಾವಳಿ ತಡೆಗೆ	[98, 1268, 253, 1290]
photo-ground-breaking	[22, 208, 328, 312]
sports-col1	[750, 1324, 991, 1818]
lead-col1	[358, 151, 643, 630]
